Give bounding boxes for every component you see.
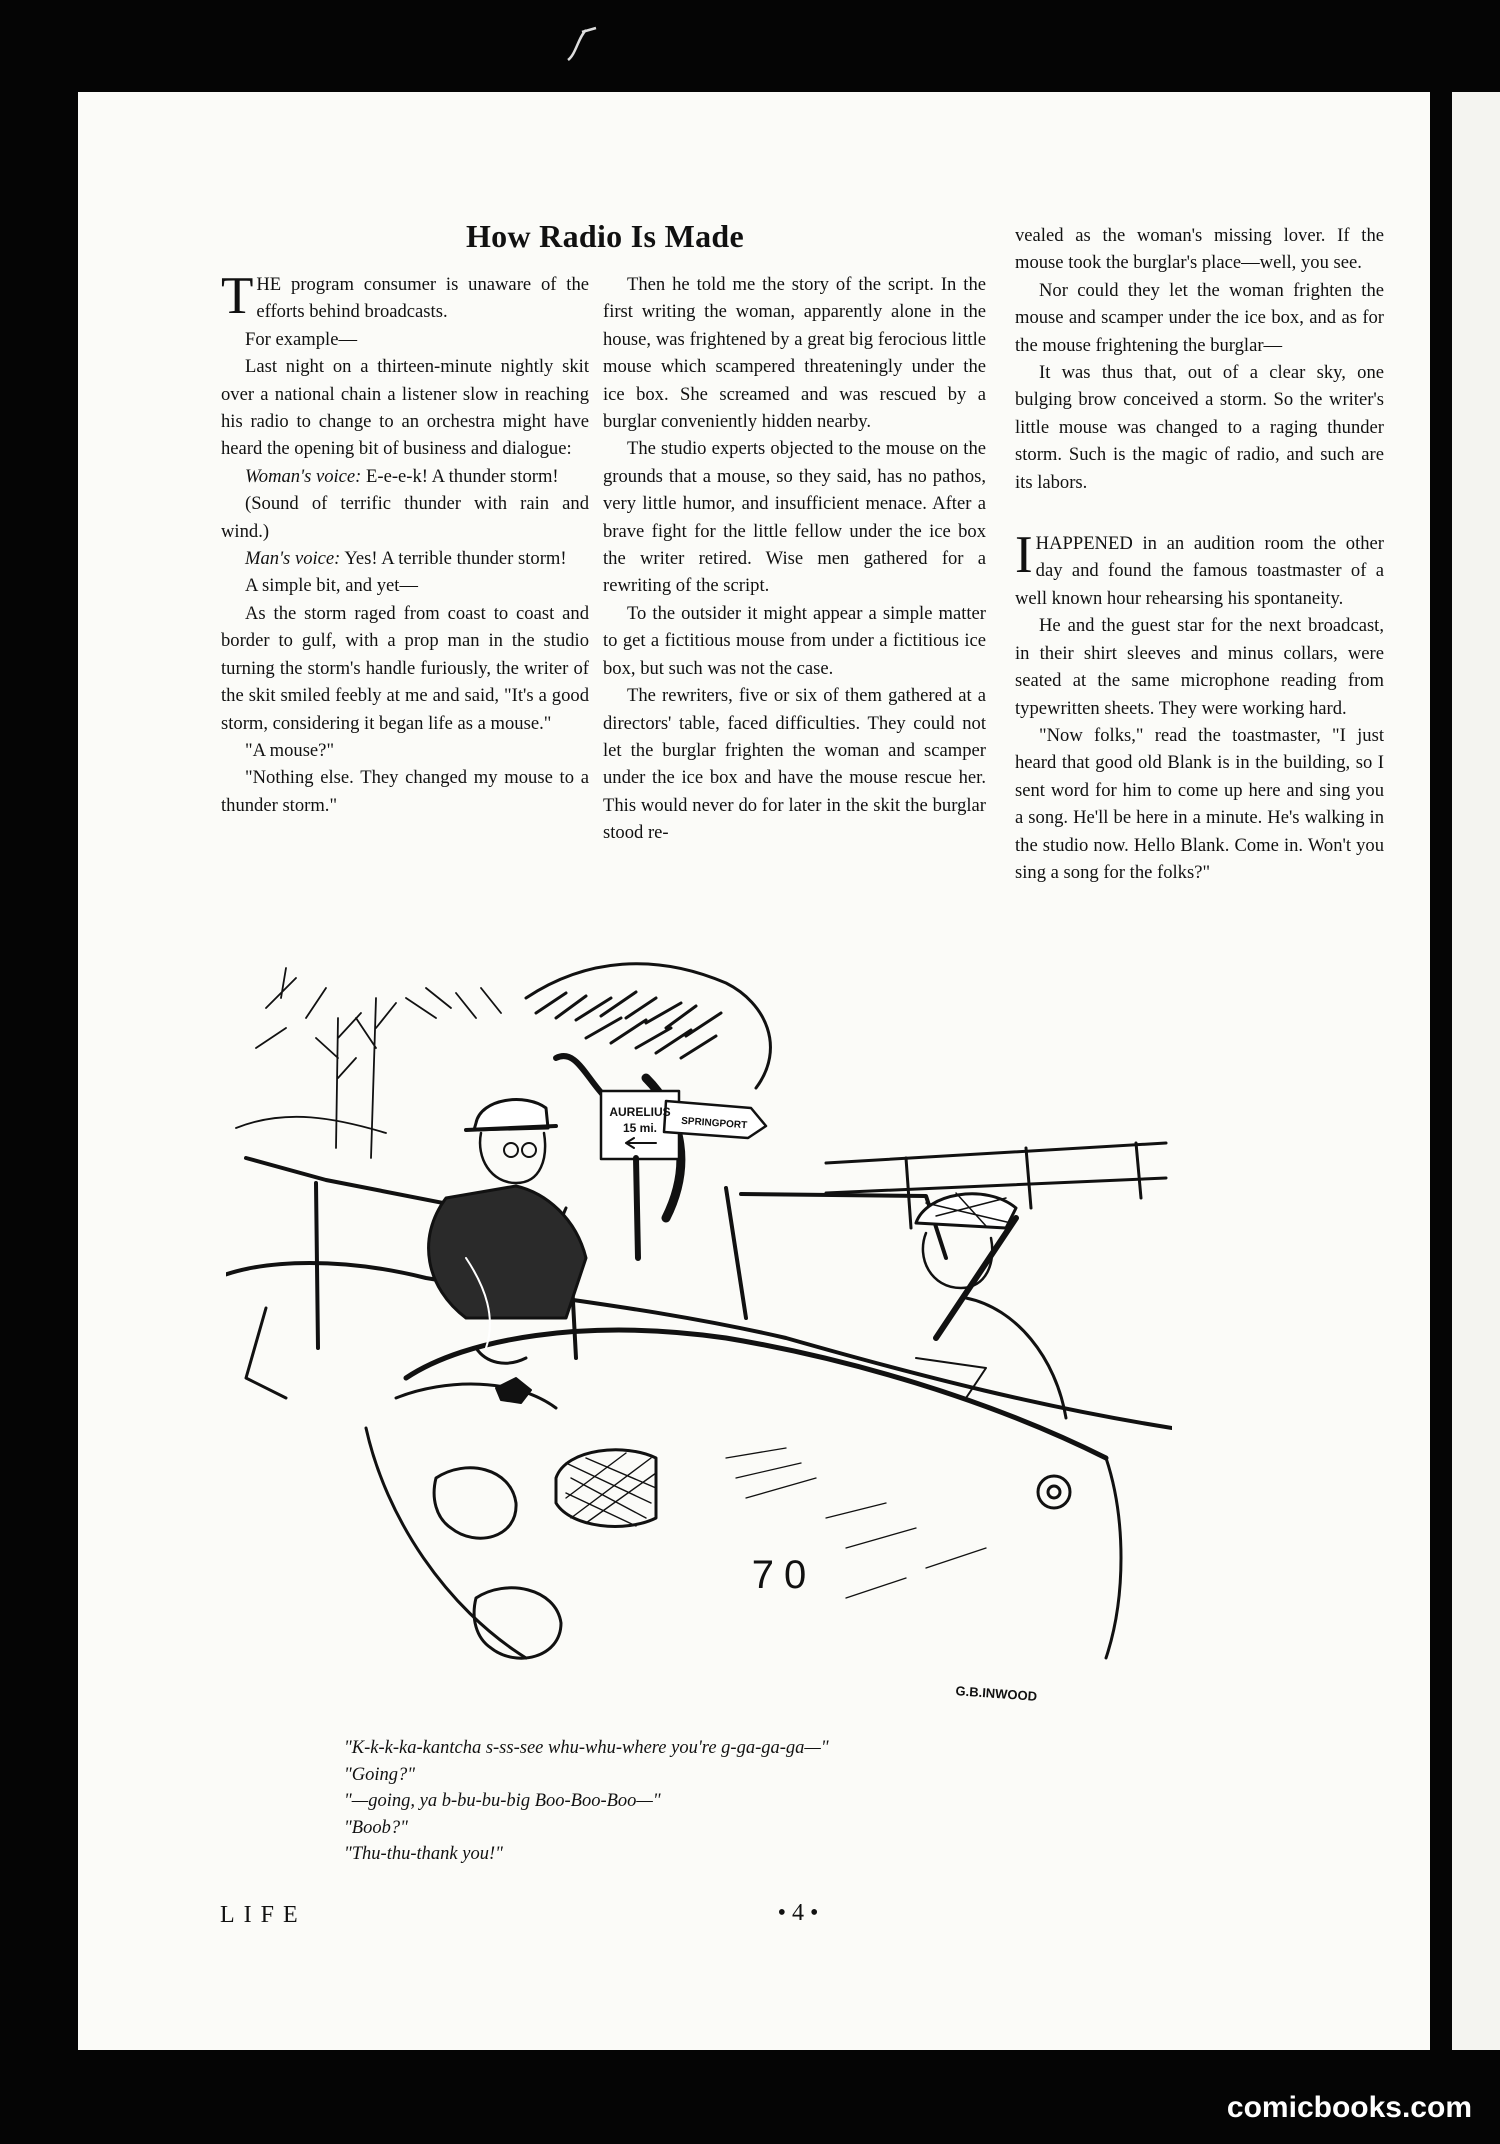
paragraph: It was thus that, out of a clear sky, one bulging brow conceived a storm. So the writer's little mouse was changed to a raging thunder storm. Such is the magic of radio, and such are its labors.: [1015, 362, 1384, 493]
paragraph: Last night on a thirteen-minute nightly skit over a national chain a listener slow in reaching his radio to change to an orchestra might have heard the opening bit of business and dialogue:: [221, 356, 589, 460]
cartoon-caption: [344, 1735, 1044, 1868]
license-plate: 70: [751, 1553, 817, 1597]
article-column-2: [603, 271, 986, 847]
artist-signature: G.B.INWOOD: [955, 1683, 1038, 1704]
article-column-1: [221, 267, 589, 819]
background-trees: [236, 968, 501, 1158]
paragraph: Woman's voice: E-e-e-k! A thunder storm!: [245, 465, 559, 487]
paragraph: IHAPPENED in an audition room the other day and found the famous toastmaster of a well known hour rehearsing his spontaneity.: [1015, 526, 1384, 609]
adjacent-page-edge: [1452, 92, 1500, 2050]
drop-cap: I: [1015, 526, 1033, 585]
paragraph: (Sound of terrific thunder with rain and wind.): [221, 493, 589, 542]
paragraph: To the outsider it might appear a simple matter to get a fictitious mouse from under a fictitious ice box, but such was not the case.: [603, 602, 986, 679]
sign-aurelius: AURELIUS: [609, 1105, 671, 1119]
fence: [561, 1143, 1166, 1288]
article-title: How Radio Is Made: [465, 218, 744, 254]
paragraph: "A mouse?": [245, 739, 335, 761]
site-watermark: comicbooks.com: [1226, 2091, 1472, 2124]
cartoon-illustration: [226, 958, 1172, 1728]
scan-mark: [548, 20, 608, 70]
paragraph: vealed as the woman's missing lover. If the mouse took the burglar's place—well, you see.: [1015, 225, 1384, 274]
paragraph: As the storm raged from coast to coast and border to gulf, with a prop man in the studio turning the storm's handle furiously, the writer of the skit smiled feebly at me and said, "It's a good storm, considering it began life as a mouse.": [221, 602, 589, 734]
paragraph: THE program consumer is unaware of the efforts behind broadcasts.: [221, 267, 589, 325]
car-body: [226, 1263, 1172, 1658]
paragraph: A simple bit, and yet—: [245, 575, 419, 597]
paragraph: Nor could they let the woman frighten the mouse and scamper under the ice box, and as for the mouse frightening the burglar—: [1015, 279, 1384, 356]
article-column-3: [1015, 222, 1384, 886]
paragraph: Then he told me the story of the script. In the first writing the woman, apparently alone in the house, was frightened by a great big ferocious little mouse which scampered threateningly under the ice box. She screamed and was rescued by a burglar conveniently hidden nearby.: [603, 274, 986, 433]
driver-man: [916, 1193, 1066, 1418]
radiator-grille: [556, 1450, 656, 1527]
magazine-name: LIFE: [220, 1902, 307, 1928]
paragraph: The rewriters, five or six of them gathered at a directors' table, faced difficulties. They could not let the burglar frighten the woman and scamper under the ice box and have the mouse rescue her. This would never do for later in the skit the burglar stood re-: [603, 685, 986, 844]
paragraph: He and the guest star for the next broadcast, in their shirt sleeves and minus collars, were seated at the same microphone reading from typewritten sheets. They were working hard.: [1015, 615, 1384, 719]
caption-line: "Going?": [344, 1764, 416, 1785]
caption-line: "K-k-k-ka-kantcha s-ss-see whu-whu-where you're g-ga-ga-ga—": [344, 1738, 829, 1758]
speaker-label: Woman's voice:: [245, 465, 362, 487]
sign-springport: SPRINGPORT: [680, 1115, 748, 1132]
paragraph: The studio experts objected to the mouse on the grounds that a mouse, so they said, has no pathos, very little humor, and insufficient menace. After a brave fight for the little fellow under the ice box the writer retired. Wise men gathered for a rewriting of the script.: [603, 438, 986, 597]
caption-line: "Boob?": [344, 1817, 408, 1838]
paragraph: Man's voice: Yes! A terrible thunder storm!: [245, 548, 567, 570]
drop-cap: T: [221, 267, 254, 325]
paragraph: "Now folks," read the toastmaster, "I just heard that good old Blank is in the building, so I sent word for him to come up here and sing you a song. He'll be here in a minute. He's walking in the studio now. Hello Blank. Come in. Won't you sing a song for the folks?": [1015, 724, 1384, 883]
speaker-label: Man's voice:: [245, 548, 341, 570]
paragraph: "Nothing else. They changed my mouse to a thunder storm.": [221, 767, 589, 816]
leaning-man: [429, 1100, 586, 1364]
caption-line: "—going, ya b-bu-bu-big Boo-Boo-Boo—": [344, 1791, 661, 1811]
caption-line: "Thu-thu-thank you!": [344, 1844, 503, 1864]
paragraph: For example—: [245, 328, 358, 350]
page-number: • 4 •: [777, 1900, 819, 1926]
sign-distance: 15 mi.: [622, 1121, 658, 1135]
radiator-cap: [496, 1378, 531, 1403]
binding-edge: [1430, 92, 1452, 2050]
